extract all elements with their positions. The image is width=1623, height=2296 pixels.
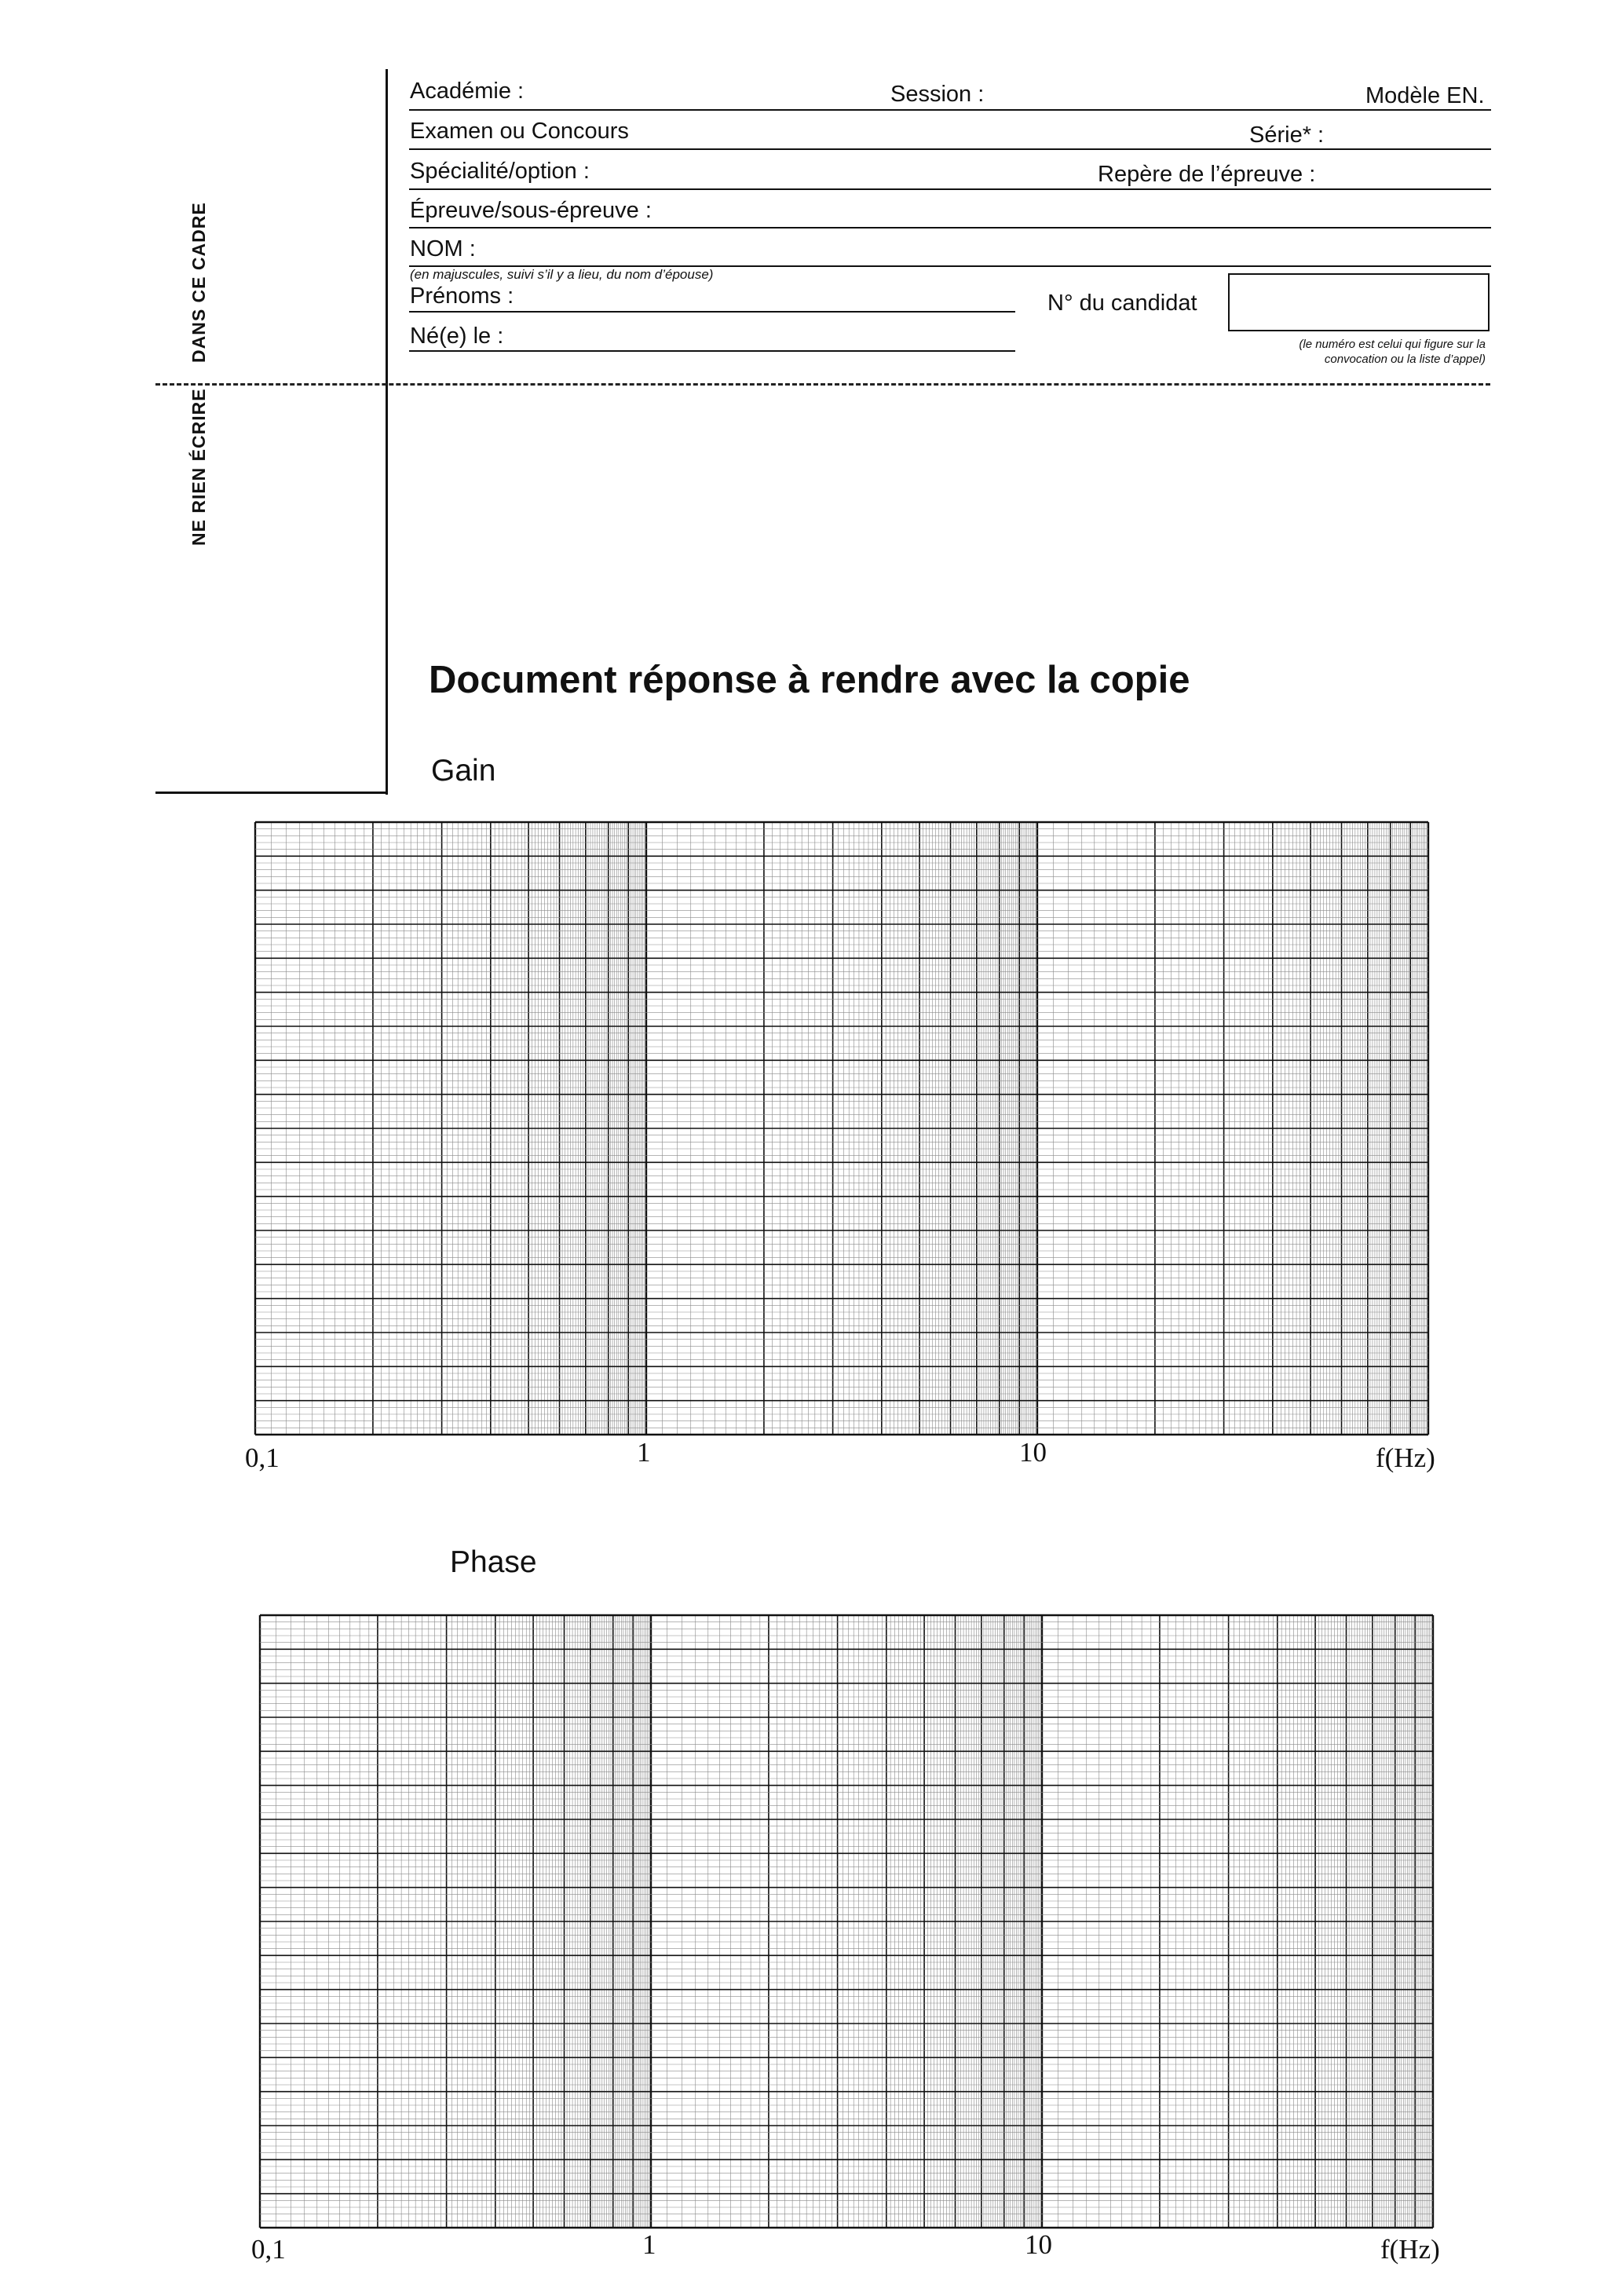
candidat-note: (le numéro est celui qui figure sur la convocation ou la liste d’appel) — [1299, 338, 1486, 366]
gain-grid[interactable] — [255, 822, 1428, 1435]
phase-grid[interactable] — [260, 1615, 1433, 2228]
label-academie: Académie : — [410, 79, 525, 104]
margin-frame-vertical — [386, 69, 388, 795]
label-modele: Modèle EN. — [1365, 83, 1485, 108]
line-prenoms — [409, 311, 1015, 313]
margin-frame-horizontal — [155, 792, 388, 794]
gain-xlabel: f(Hz) — [1376, 1442, 1435, 1473]
cut-line — [155, 383, 1490, 386]
label-candidat: N° du candidat — [1047, 291, 1197, 316]
phase-xlabel: f(Hz) — [1380, 2234, 1440, 2265]
margin-text-dans-ce-cadre: DANS CE CADRE — [188, 202, 209, 363]
line-examen — [409, 148, 1491, 150]
phase-label: Phase — [450, 1545, 537, 1579]
phase-tick-label-2: 10 — [1025, 2229, 1052, 2260]
label-nee: Né(e) le : — [410, 324, 504, 349]
gain-tick-label-2: 10 — [1019, 1437, 1047, 1468]
gain-label: Gain — [431, 754, 496, 788]
line-academie — [409, 109, 1491, 111]
label-specialite: Spécialité/option : — [410, 159, 590, 184]
label-serie: Série* : — [1249, 122, 1325, 148]
document-title: Document réponse à rendre avec la copie — [429, 659, 1190, 701]
candidate-number-box[interactable] — [1228, 273, 1490, 331]
label-repere: Repère de l’épreuve : — [1098, 162, 1316, 187]
nom-note: (en majuscules, suivi s’il y a lieu, du nom d’épouse) — [410, 267, 714, 282]
line-specialite — [409, 188, 1491, 190]
line-nee — [409, 350, 1015, 352]
phase-tick-label-1: 1 — [642, 2229, 656, 2260]
label-epreuve: Épreuve/sous-épreuve : — [410, 198, 652, 223]
label-nom: NOM : — [410, 236, 476, 261]
gain-tick-label-1: 1 — [637, 1437, 651, 1468]
gain-tick-label-0: 0,1 — [245, 1442, 280, 1473]
phase-tick-label-0: 0,1 — [251, 2234, 286, 2265]
line-epreuve — [409, 227, 1491, 229]
label-examen: Examen ou Concours — [410, 119, 629, 144]
margin-text-ne-rien-ecrire: NE RIEN ÉCRIRE — [188, 388, 209, 546]
label-prenoms: Prénoms : — [410, 283, 514, 309]
label-session: Session : — [890, 82, 985, 107]
